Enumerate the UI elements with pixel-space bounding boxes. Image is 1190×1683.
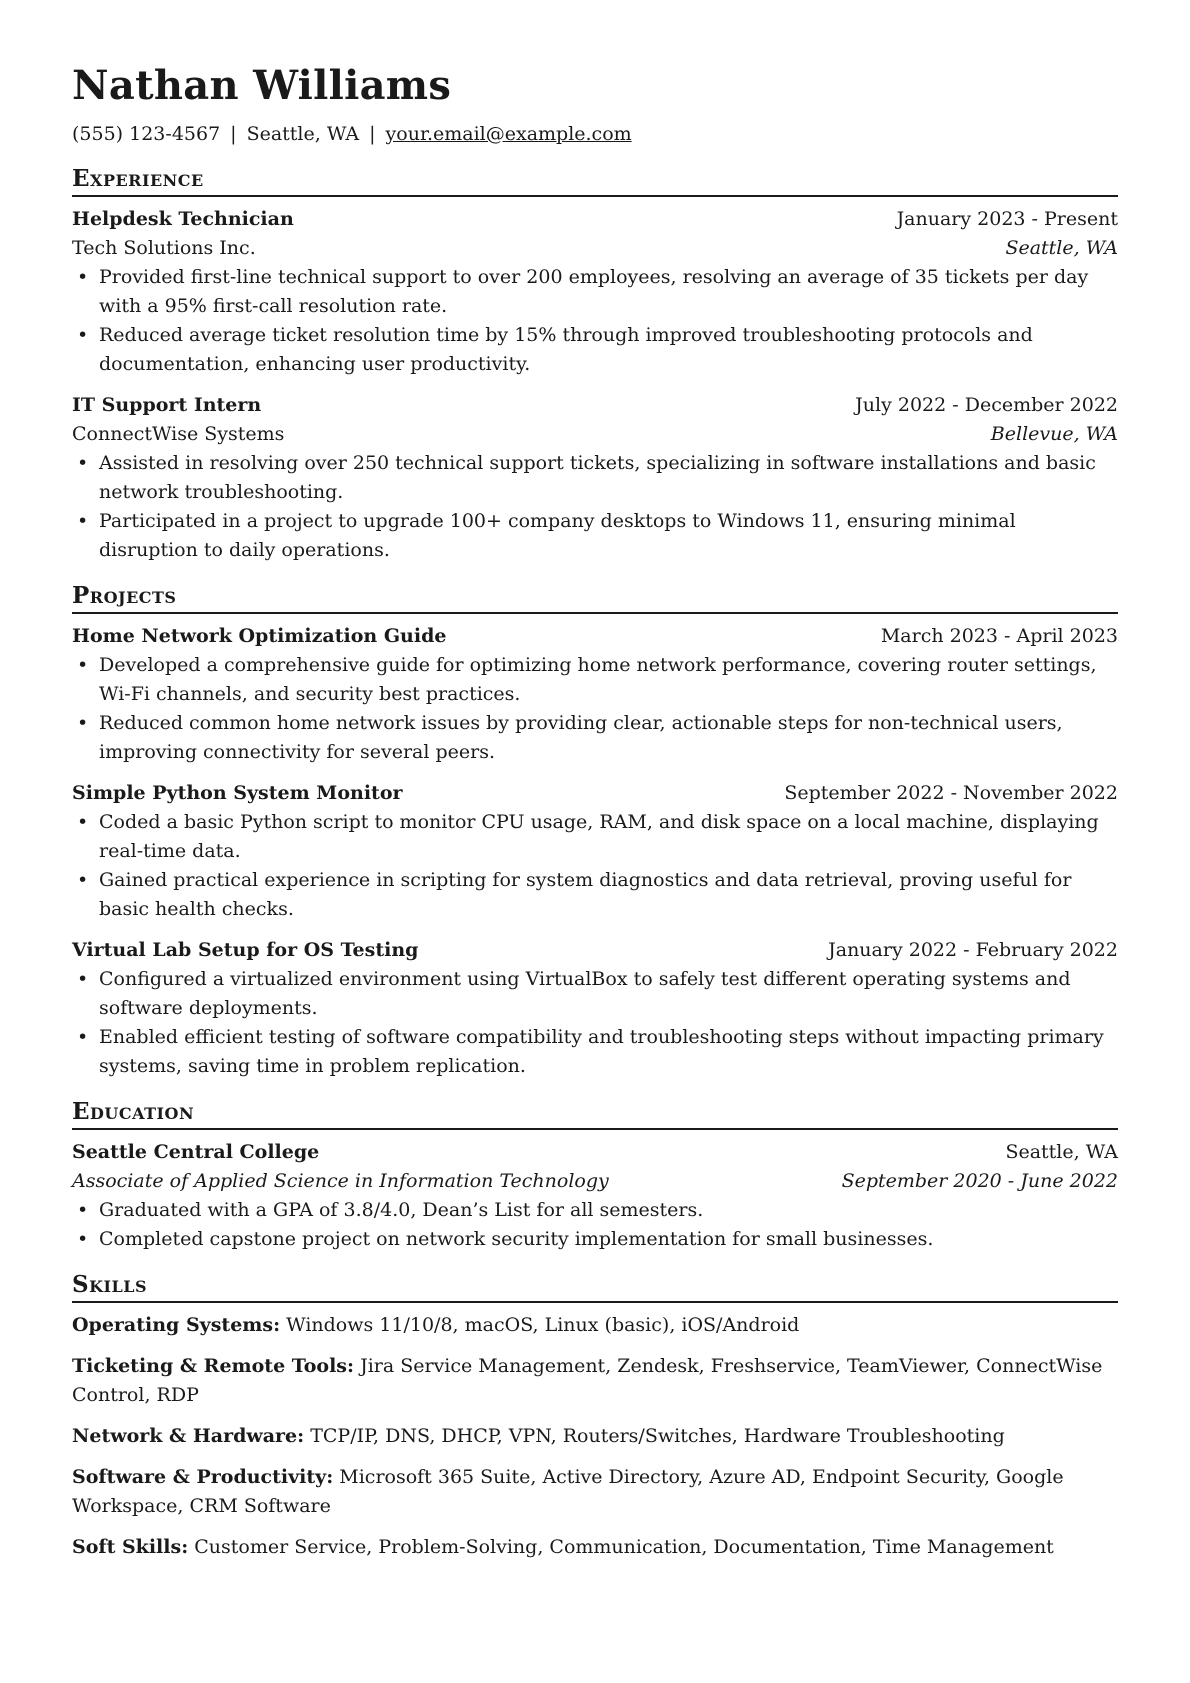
section-title-skills: Skills [72,1270,1118,1303]
education-section [72,1097,1118,1254]
section-title-projects: Projects [72,581,1118,614]
bullet-item: • Participated in a project to upgrade 100+ company desktops to Windows 11, ensuring minimal disruption to daily operations. [99,507,1118,565]
experience-entry [72,391,1118,565]
company-name: Tech Solutions Inc. [72,237,256,259]
contact-separator: | [369,123,376,145]
projects-section [72,581,1118,1081]
bullet-item: • Enabled efficient testing of software compatibility and troubleshooting steps without impacting primary systems, saving time in problem replication. [99,1023,1118,1081]
job-dates: January 2023 - Present [896,208,1118,230]
bullet-item: • Completed capstone project on network security implementation for small businesses. [99,1225,1118,1254]
project-entry [72,622,1118,767]
project-dates: March 2023 - April 2023 [880,625,1118,647]
project-entry [72,936,1118,1081]
bullet-item: • Configured a virtualized environment using VirtualBox to safely test different operating systems and software deployments. [99,965,1118,1023]
email-link[interactable]: your.email@example.com [385,123,632,145]
project-name: Home Network Optimization Guide [72,625,447,647]
skill-line [72,1463,1118,1521]
job-location: Bellevue, WA [990,423,1118,445]
skill-value: Windows 11/10/8, macOS, Linux (basic), iOS/Android [286,1314,800,1336]
experience-section [72,164,1118,565]
skills-section [72,1270,1118,1562]
experience-entry [72,205,1118,379]
phone-number: (555) 123-4567 [72,123,221,145]
education-entry [72,1138,1118,1254]
education-dates: September 2020 - June 2022 [841,1170,1118,1192]
project-dates: January 2022 - February 2022 [828,939,1118,961]
skill-line [72,1533,1118,1562]
project-name: Virtual Lab Setup for OS Testing [72,939,419,961]
project-dates: September 2022 - November 2022 [784,782,1118,804]
skill-label: Software & Productivity: [72,1466,334,1488]
section-title-experience: Experience [72,164,1118,197]
degree-name: Associate of Applied Science in Information Technology [72,1170,609,1192]
bullet-list [72,263,1118,379]
bullet-item: • Provided first-line technical support to over 200 employees, resolving an average of 35 tickets per day with a 95% first-call resolution rate. [99,263,1118,321]
school-name: Seattle Central College [72,1141,320,1163]
job-location: Seattle, WA [1005,237,1118,259]
bullet-item: • Assisted in resolving over 250 technical support tickets, specializing in software installations and basic network troubleshooting. [99,449,1118,507]
skill-value: Jira Service Management, Zendesk, Freshservice, TeamViewer, ConnectWise Control, RDP [72,1355,1103,1406]
bullet-list [72,1196,1118,1254]
skill-line [72,1422,1118,1451]
skill-label: Operating Systems: [72,1314,281,1336]
contact-separator: | [230,123,237,145]
project-entry [72,779,1118,924]
contact-location: Seattle, WA [246,123,360,145]
bullet-item: • Developed a comprehensive guide for optimizing home network performance, covering router settings, Wi-Fi channels, and security best practices. [99,651,1118,709]
bullet-item: • Reduced average ticket resolution time by 15% through improved troubleshooting protocols and documentation, enhancing user productivity. [99,321,1118,379]
skill-line [72,1311,1118,1340]
job-dates: July 2022 - December 2022 [855,394,1118,416]
job-title: Helpdesk Technician [72,208,294,230]
skill-value: Microsoft 365 Suite, Active Directory, Azure AD, Endpoint Security, Google Workspace, CRM Software [72,1466,1064,1517]
bullet-item: • Gained practical experience in scripting for system diagnostics and data retrieval, proving useful for basic health checks. [99,866,1118,924]
bullet-list [72,449,1118,565]
bullet-list [72,651,1118,767]
bullet-item: • Graduated with a GPA of 3.8/4.0, Dean’s List for all semesters. [99,1196,1118,1225]
bullet-list [72,808,1118,924]
skill-value: TCP/IP, DNS, DHCP, VPN, Routers/Switches, Hardware Troubleshooting [310,1425,1005,1447]
bullet-item: • Coded a basic Python script to monitor CPU usage, RAM, and disk space on a local machine, displaying real-time data. [99,808,1118,866]
company-name: ConnectWise Systems [72,423,285,445]
skill-value: Customer Service, Problem-Solving, Communication, Documentation, Time Management [194,1536,1054,1558]
bullet-item: • Reduced common home network issues by providing clear, actionable steps for non-technical users, improving connectivity for several peers. [99,709,1118,767]
skill-label: Ticketing & Remote Tools: [72,1355,355,1377]
section-title-education: Education [72,1097,1118,1130]
skill-line [72,1352,1118,1410]
project-name: Simple Python System Monitor [72,782,403,804]
skill-label: Soft Skills: [72,1536,189,1558]
skill-label: Network & Hardware: [72,1425,305,1447]
school-location: Seattle, WA [1005,1141,1118,1163]
job-title: IT Support Intern [72,394,262,416]
contact-line [72,120,1118,148]
bullet-list [72,965,1118,1081]
candidate-name: Nathan Williams [72,62,452,109]
